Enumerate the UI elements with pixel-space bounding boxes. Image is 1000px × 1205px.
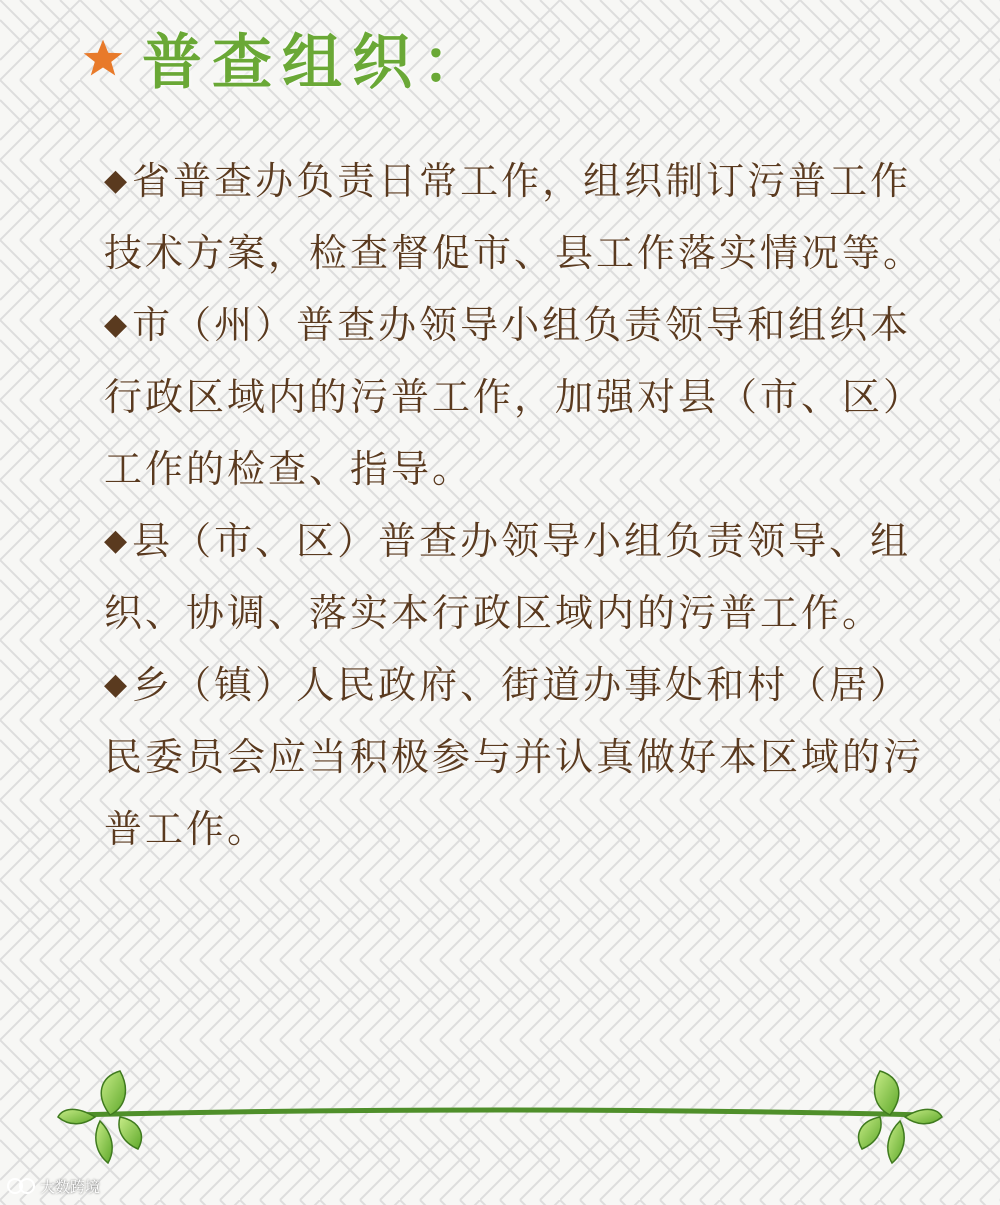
watermark-logo-icon bbox=[6, 1175, 36, 1197]
diamond-bullet: ◆ bbox=[104, 307, 131, 342]
page-title: 普查组织： bbox=[142, 28, 492, 98]
watermark-text: 大数跨境 bbox=[40, 1177, 101, 1196]
list-item-text: 省普查办负责日常工作，组织制订污普工作技术方案，检查督促市、县工作落实情况等。 bbox=[104, 159, 925, 275]
list-item-text: 市（州）普查办领导小组负责领导和组织本行政区域内的污普工作，加强对县（市、区）工作的检查、指导。 bbox=[104, 303, 925, 491]
list-item bbox=[104, 289, 934, 505]
vine-leaves-decoration bbox=[0, 1065, 1000, 1175]
list-item bbox=[104, 145, 934, 289]
star-icon bbox=[82, 37, 124, 79]
content-list bbox=[104, 145, 934, 865]
diamond-bullet: ◆ bbox=[104, 523, 131, 558]
diamond-bullet: ◆ bbox=[104, 163, 131, 198]
list-item-text: 乡（镇）人民政府、街道办事处和村（居）民委员会应当积极参与并认真做好本区域的污普工作。 bbox=[104, 663, 925, 851]
list-item-text: 县（市、区）普查办领导小组负责领导、组织、协调、落实本行政区域内的污普工作。 bbox=[104, 519, 912, 635]
title-row bbox=[82, 18, 492, 98]
list-item bbox=[104, 505, 934, 649]
diamond-bullet: ◆ bbox=[104, 667, 131, 702]
list-item bbox=[104, 649, 934, 865]
watermark bbox=[6, 1173, 100, 1199]
